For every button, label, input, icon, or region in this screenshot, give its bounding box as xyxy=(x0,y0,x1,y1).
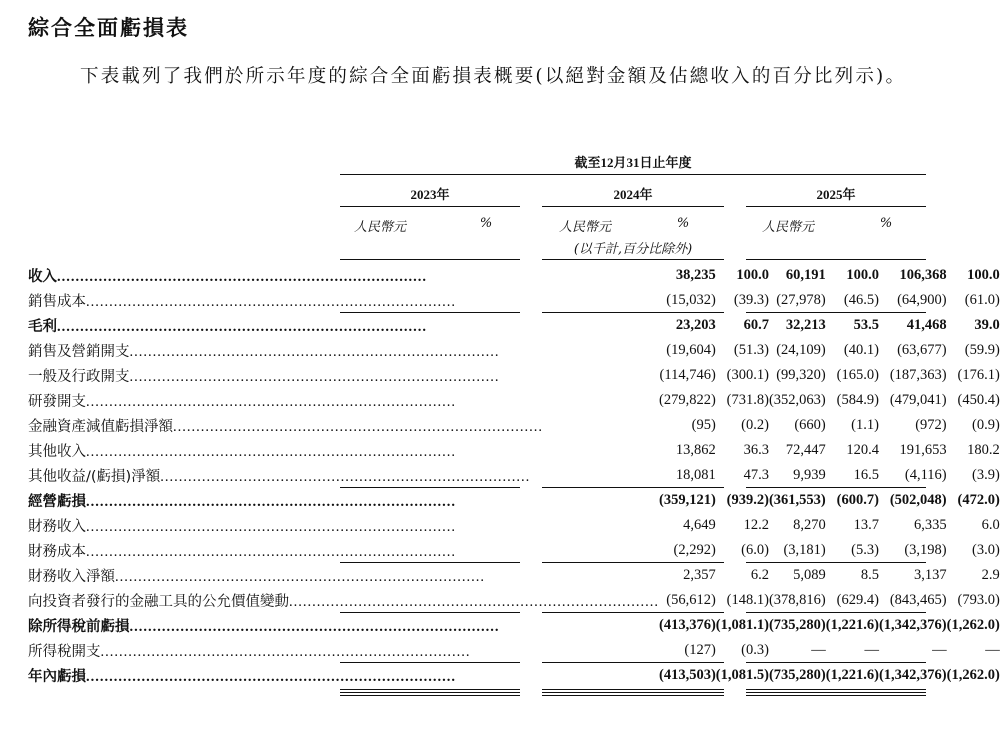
subtotal-rule xyxy=(746,612,926,613)
subtotal-rule xyxy=(340,312,520,313)
leader-dots: ................................................................................ xyxy=(86,444,456,460)
row-label xyxy=(28,488,659,513)
cell-value: 4,649 xyxy=(683,517,716,533)
cell-value: (359,121) xyxy=(659,492,716,508)
cell-value: (0.9) xyxy=(971,417,1000,433)
subtotal-rule xyxy=(542,662,724,663)
cell-value: 106,368 xyxy=(899,267,947,283)
year-header-2023: 2023年 xyxy=(410,187,450,202)
table-row-revenue xyxy=(28,263,1000,288)
cell-value: (19,604) xyxy=(666,342,716,358)
cell-value: 60.7 xyxy=(743,317,769,333)
cell-value: (378,816) xyxy=(768,592,826,608)
year-header-2024: 2024年 xyxy=(613,187,653,202)
leader-dots: ................................................................................ xyxy=(173,419,543,435)
cell-value: (148.1) xyxy=(726,592,769,608)
cell-value: (0.2) xyxy=(741,417,769,433)
table-row-impairment xyxy=(28,413,1000,438)
total-double-rule xyxy=(542,695,724,696)
year-rule-2025 xyxy=(746,206,926,207)
row-label-text: 向投資者發行的金融工具的公允價值變動 xyxy=(28,594,289,610)
cell-value: (27,978) xyxy=(776,292,826,308)
cell-value: (843,465) xyxy=(889,592,947,608)
year-rule-2023 xyxy=(340,206,520,207)
cell-value: 8.5 xyxy=(860,567,879,583)
unit-note: (以千計,百分比除外) xyxy=(573,242,693,257)
cell-value: (5.3) xyxy=(851,542,879,558)
cell-value: (3.9) xyxy=(971,467,1000,483)
row-label-text: 銷售成本 xyxy=(28,294,86,310)
row-label-text: 經營虧損 xyxy=(28,494,86,510)
cell-value: (99,320) xyxy=(776,367,826,383)
cell-value: 18,081 xyxy=(675,467,716,483)
cell-value: (6.0) xyxy=(741,542,769,558)
cell-value: (413,376) xyxy=(659,617,716,633)
intro-paragraph: 下表載列了我們於所示年度的綜合全面虧損表概要(以絕對金額及佔總收入的百分比列示)。 xyxy=(80,66,907,87)
cell-value: (600.7) xyxy=(836,492,879,508)
cell-value: (0.3) xyxy=(741,642,769,658)
cell-value: 100.0 xyxy=(846,267,879,283)
total-double-rule xyxy=(746,695,926,696)
row-label-text: 研發開支 xyxy=(28,394,86,410)
cell-value: (584.9) xyxy=(836,392,879,408)
currency-label-2024: 人民幣元 xyxy=(558,220,611,235)
currency-label-2023: 人民幣元 xyxy=(353,220,406,235)
leader-dots: ................................................................................ xyxy=(86,494,456,510)
row-label xyxy=(28,513,659,538)
row-label xyxy=(28,638,659,663)
percent-label-2025: % xyxy=(879,216,893,231)
cell-value: 23,203 xyxy=(675,317,716,333)
cell-value: 39.0 xyxy=(974,317,1000,333)
cell-value: (1,081.5) xyxy=(715,667,769,683)
total-double-rule xyxy=(746,692,926,693)
cell-value: (61.0) xyxy=(964,292,1000,308)
cell-value: 38,235 xyxy=(675,267,716,283)
cell-value: 53.5 xyxy=(853,317,879,333)
percent-label-2023: % xyxy=(479,216,493,231)
currency-label-2025: 人民幣元 xyxy=(761,220,814,235)
cell-value: (472.0) xyxy=(957,492,1000,508)
table-row-gross-profit xyxy=(28,313,1000,338)
cell-value: (352,063) xyxy=(768,392,826,408)
leader-dots: ................................................................................ xyxy=(57,319,427,335)
table-row-loss-before-tax xyxy=(28,613,1000,638)
leader-dots: ................................................................................ xyxy=(86,669,456,685)
row-label-text: 除所得稅前虧損 xyxy=(28,619,130,635)
cell-value: (4,116) xyxy=(904,467,947,483)
leader-dots: ................................................................................ xyxy=(129,344,500,360)
total-double-rule xyxy=(340,692,520,693)
cell-value: 47.3 xyxy=(743,467,769,483)
row-label-text: 所得稅開支 xyxy=(28,644,101,660)
subtotal-rule xyxy=(746,662,926,663)
cell-value: 6.2 xyxy=(750,567,769,583)
header-bottom-rule-2023 xyxy=(340,259,520,260)
leader-dots: ................................................................................ xyxy=(86,544,456,560)
row-label xyxy=(28,613,659,638)
row-label-text: 財務成本 xyxy=(28,544,86,560)
cell-value: (939.2) xyxy=(726,492,769,508)
row-label xyxy=(28,313,659,338)
leader-dots: ................................................................................ xyxy=(86,394,456,410)
row-label-text: 財務收入淨額 xyxy=(28,569,115,585)
cell-value: 13.7 xyxy=(853,517,879,533)
table-row-loss-for-year xyxy=(28,663,1000,688)
cell-value: (1,221.6) xyxy=(825,617,879,633)
cell-value: (450.4) xyxy=(957,392,1000,408)
subtotal-rule xyxy=(746,312,926,313)
cell-value: (1,221.6) xyxy=(825,667,879,683)
total-double-rule xyxy=(340,689,520,690)
table-row-income-tax xyxy=(28,638,1000,663)
subtotal-rule xyxy=(340,612,520,613)
cell-value: (660) xyxy=(794,417,826,433)
leader-dots: ................................................................................ xyxy=(289,594,659,610)
table-row-cost-of-sales xyxy=(28,288,1000,313)
cell-value: 2,357 xyxy=(683,567,716,583)
cell-value: 13,862 xyxy=(675,442,716,458)
cell-value: 60,191 xyxy=(785,267,826,283)
cell-value: (39.3) xyxy=(733,292,769,308)
row-label xyxy=(28,438,659,463)
cell-value: 12.2 xyxy=(743,517,769,533)
cell-value: 100.0 xyxy=(736,267,769,283)
total-double-rule xyxy=(542,692,724,693)
cell-value: (59.9) xyxy=(964,342,1000,358)
cell-value: 191,653 xyxy=(899,442,947,458)
cell-value: (735,280) xyxy=(768,667,826,683)
cell-value: (3,181) xyxy=(783,542,826,558)
row-label-text: 金融資產減值虧損淨額 xyxy=(28,419,173,435)
cell-value: 16.5 xyxy=(853,467,879,483)
cell-value: — xyxy=(811,642,826,658)
cell-value: 120.4 xyxy=(846,442,879,458)
period-label: 截至12月31日止年度 xyxy=(574,155,692,170)
subtotal-rule xyxy=(542,612,724,613)
subtotal-rule xyxy=(340,487,520,488)
cell-value: (64,900) xyxy=(897,292,947,308)
cell-value: 5,089 xyxy=(793,567,826,583)
row-label-text: 一般及行政開支 xyxy=(28,369,130,385)
leader-dots: ................................................................................ xyxy=(86,294,456,310)
cell-value: 100.0 xyxy=(967,267,1000,283)
cell-value: (56,612) xyxy=(666,592,716,608)
row-label xyxy=(28,263,659,288)
table-row-net-finance-income xyxy=(28,563,1000,588)
cell-value: 3,137 xyxy=(913,567,947,583)
cell-value: (1,262.0) xyxy=(946,617,1000,633)
row-label xyxy=(28,663,659,688)
subtotal-rule xyxy=(542,312,724,313)
leader-dots: ................................................................................ xyxy=(57,269,427,285)
cell-value: (1.1) xyxy=(851,417,879,433)
cell-value: (793.0) xyxy=(957,592,1000,608)
cell-value: (114,746) xyxy=(659,367,716,383)
table-body xyxy=(28,263,1000,688)
subtotal-rule xyxy=(340,562,520,563)
subtotal-rule xyxy=(746,487,926,488)
table-row-other-income xyxy=(28,438,1000,463)
row-label xyxy=(28,588,659,613)
cell-value: (361,553) xyxy=(768,492,826,508)
table-row-rnd xyxy=(28,388,1000,413)
header-bottom-rule-2025 xyxy=(746,259,926,260)
cell-value: 6.0 xyxy=(981,517,1000,533)
year-header-2025: 2025年 xyxy=(816,187,856,202)
cell-value: 6,335 xyxy=(913,517,947,533)
cell-value: (279,822) xyxy=(659,392,716,408)
cell-value: (63,677) xyxy=(897,342,947,358)
row-label xyxy=(28,288,659,313)
period-rule xyxy=(340,174,926,175)
row-label-text: 銷售及營銷開支 xyxy=(28,344,130,360)
row-label-text: 收入 xyxy=(28,269,57,285)
cell-value: (300.1) xyxy=(726,367,769,383)
table-row-finance-income xyxy=(28,513,1000,538)
total-double-rule xyxy=(340,695,520,696)
cell-value: (1,342,376) xyxy=(878,667,947,683)
cell-value: (731.8) xyxy=(726,392,769,408)
row-label xyxy=(28,538,659,563)
subtotal-rule xyxy=(542,562,724,563)
cell-value: 2.9 xyxy=(981,567,1000,583)
cell-value: (629.4) xyxy=(836,592,879,608)
section-title: 綜合全面虧損表 xyxy=(28,15,189,40)
year-rule-2024 xyxy=(542,206,724,207)
leader-dots: ................................................................................ xyxy=(160,469,531,485)
row-label xyxy=(28,388,659,413)
cell-value: (15,032) xyxy=(666,292,716,308)
cell-value: 36.3 xyxy=(743,442,769,458)
row-label-text: 年內虧損 xyxy=(28,669,86,685)
table-row-selling-marketing xyxy=(28,338,1000,363)
leader-dots: ................................................................................ xyxy=(100,644,471,660)
income-statement-table xyxy=(28,263,1000,688)
cell-value: (1,262.0) xyxy=(946,667,1000,683)
cell-value: (176.1) xyxy=(957,367,1000,383)
cell-value: (502,048) xyxy=(889,492,947,508)
cell-value: — xyxy=(932,642,947,658)
cell-value: (1,342,376) xyxy=(878,617,947,633)
table-row-operating-loss xyxy=(28,488,1000,513)
row-label xyxy=(28,363,659,388)
cell-value: (3.0) xyxy=(971,542,1000,558)
total-double-rule xyxy=(746,689,926,690)
cell-value: 41,468 xyxy=(906,317,947,333)
cell-value: (51.3) xyxy=(733,342,769,358)
cell-value: 32,213 xyxy=(785,317,826,333)
cell-value: 8,270 xyxy=(793,517,826,533)
cell-value: 72,447 xyxy=(785,442,826,458)
header-bottom-rule-2024 xyxy=(542,259,724,260)
cell-value: (3,198) xyxy=(904,542,947,558)
leader-dots: ................................................................................ xyxy=(129,369,500,385)
table-row-finance-costs xyxy=(28,538,1000,563)
percent-label-2024: % xyxy=(676,216,690,231)
leader-dots: ................................................................................ xyxy=(115,569,485,585)
row-label-text: 財務收入 xyxy=(28,519,86,535)
leader-dots: ................................................................................ xyxy=(86,519,456,535)
cell-value: (40.1) xyxy=(843,342,879,358)
subtotal-rule xyxy=(340,662,520,663)
cell-value: (479,041) xyxy=(889,392,947,408)
cell-value: (187,363) xyxy=(889,367,947,383)
cell-value: (972) xyxy=(915,417,947,433)
row-label xyxy=(28,563,659,588)
cell-value: (127) xyxy=(684,642,716,658)
row-label-text: 其他收益/(虧損)淨額 xyxy=(28,469,161,485)
row-label-text: 毛利 xyxy=(28,319,57,335)
table-row-general-admin xyxy=(28,363,1000,388)
row-label xyxy=(28,463,659,488)
cell-value: — xyxy=(864,642,879,658)
cell-value: (165.0) xyxy=(836,367,879,383)
cell-value: 9,939 xyxy=(793,467,826,483)
subtotal-rule xyxy=(746,562,926,563)
subtotal-rule xyxy=(542,487,724,488)
leader-dots: ................................................................................ xyxy=(129,619,500,635)
row-label xyxy=(28,413,659,438)
cell-value: 180.2 xyxy=(967,442,1000,458)
cell-value: (735,280) xyxy=(768,617,826,633)
table-row-other-gains xyxy=(28,463,1000,488)
row-label-text: 其他收入 xyxy=(28,444,86,460)
cell-value: (413,503) xyxy=(659,667,716,683)
cell-value: (1,081.1) xyxy=(715,617,769,633)
cell-value: (95) xyxy=(691,417,716,433)
table-row-fv-change xyxy=(28,588,1000,613)
cell-value: (24,109) xyxy=(776,342,826,358)
row-label xyxy=(28,338,659,363)
cell-value: — xyxy=(985,642,1000,658)
total-double-rule xyxy=(542,689,724,690)
cell-value: (46.5) xyxy=(843,292,879,308)
cell-value: (2,292) xyxy=(673,542,716,558)
